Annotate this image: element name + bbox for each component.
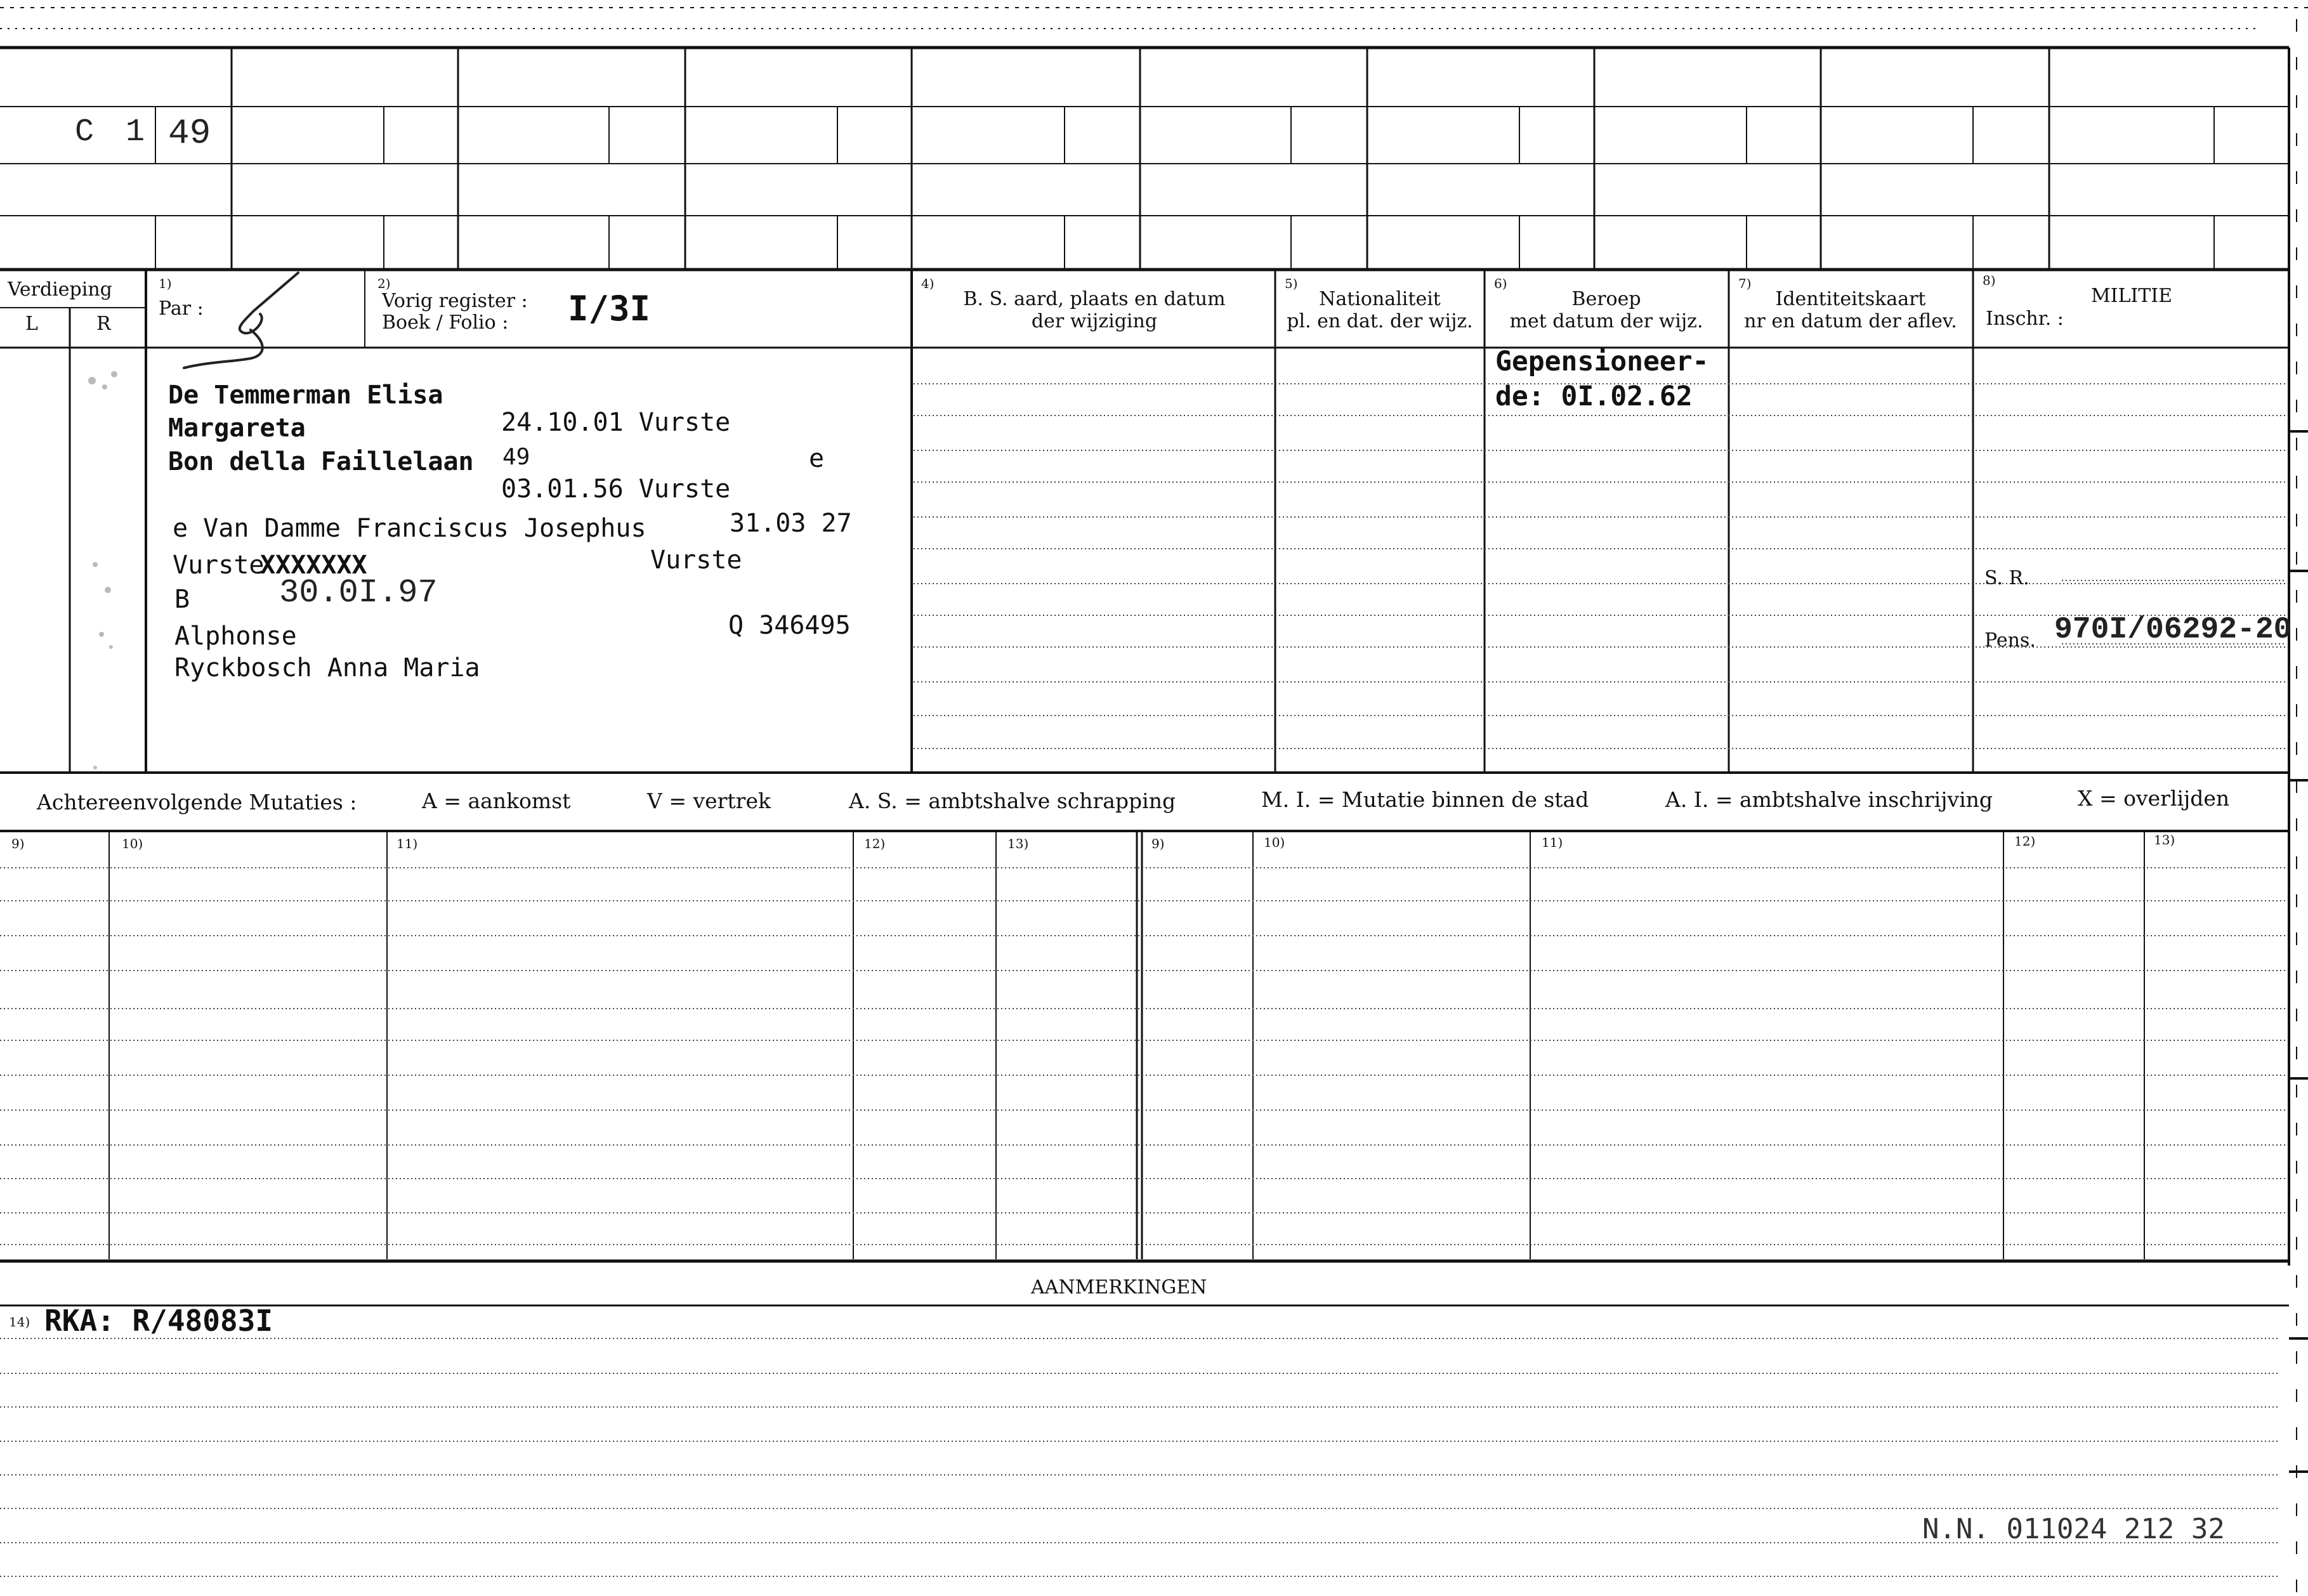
vorig-line1: Vorig register : (382, 290, 528, 312)
verdieping-r: R (96, 313, 111, 335)
vorig-value: I/3I (568, 289, 651, 329)
mut-col-12b: 12) (2014, 834, 2036, 849)
col8-line1: MILITIE (2090, 285, 2173, 307)
person-line4: 03.01.56 Vurste (501, 474, 731, 504)
person-line1: De Temmerman Elisa (168, 381, 443, 410)
nn-number: N.N. 011024 212 32 (1922, 1513, 2225, 1545)
col5-num: 5) (1285, 276, 1298, 291)
person-line5a: e Van Damme Franciscus Josephus (173, 514, 646, 543)
verdieping-label: Verdieping (8, 278, 112, 301)
person-line6c: Vurste (650, 546, 742, 575)
person-line8b: Q 346495 (728, 611, 851, 640)
top-number: 49 (168, 113, 211, 154)
col7-line1: Identiteitskaart (1775, 288, 1926, 310)
col8-num: 8) (1983, 273, 1996, 288)
mut-col-13b: 13) (2154, 832, 2175, 847)
person-line6a: Vurste (173, 551, 265, 580)
mut-col-9: 9) (11, 836, 25, 851)
beroep-line1: Gepensioneer- (1495, 346, 1709, 377)
par-signature (184, 273, 298, 368)
mut-col-13: 13) (1007, 836, 1029, 851)
mut-col-10: 10) (122, 836, 143, 851)
vorig-num: 2) (377, 276, 391, 291)
militie-pens-label: Pens. (1984, 629, 2036, 651)
col4-line2: der wijziging (1031, 310, 1158, 332)
vorig-line2: Boek / Folio : (382, 311, 509, 334)
mutaties-x: X = overlijden (2078, 786, 2230, 811)
mut-col-9b: 9) (1151, 836, 1165, 851)
mutaties-title: Achtereenvolgende Mutaties : (37, 790, 357, 814)
person-line3c: e (809, 444, 825, 473)
par-num: 1) (159, 276, 172, 291)
person-line2b: 24.10.01 Vurste (501, 408, 731, 437)
aanmerkingen-text: RKA: R/48083I (44, 1304, 273, 1338)
par-label: Par : (159, 298, 204, 320)
mutaties-v: V = vertrek (647, 788, 771, 813)
col7-num: 7) (1738, 276, 1752, 291)
col5-line1: Nationaliteit (1319, 288, 1441, 310)
aanmerkingen-num: 14) (9, 1314, 30, 1330)
aanmerkingen-title: AANMERKINGEN (1031, 1276, 1207, 1298)
militie-pens-value: 970I/06292-20 (2054, 613, 2292, 647)
person-line5b: 31.03 27 (730, 509, 852, 538)
mutaties-ai: A. I. = ambtshalve inschrijving (1665, 787, 1993, 812)
mut-col-10b: 10) (1264, 835, 1285, 850)
col4-num: 4) (921, 276, 934, 291)
militie-sr: S. R. (1984, 567, 2029, 589)
col6-line1: Beroep (1571, 288, 1641, 310)
col6-num: 6) (1494, 276, 1507, 291)
person-line7a: B (174, 585, 190, 614)
mut-col-11b: 11) (1542, 835, 1563, 850)
person-line9: Ryckbosch Anna Maria (174, 653, 480, 683)
person-line3a: Bon della Faillelaan (168, 447, 474, 476)
col6-line2: met datum der wijz. (1509, 310, 1703, 332)
person-line7b: 30.0I.97 (279, 574, 438, 612)
col4-line1: B. S. aard, plaats en datum (963, 288, 1226, 310)
person-line6b: XXXXXXX (260, 551, 367, 580)
col5-line2: pl. en dat. der wijz. (1287, 310, 1473, 332)
mut-col-11: 11) (397, 836, 418, 851)
col8-line2: Inschr. : (1986, 308, 2064, 330)
person-line8a: Alphonse (174, 622, 297, 651)
verdieping-l: L (25, 313, 38, 335)
mutaties-mi: M. I. = Mutatie binnen de stad (1261, 787, 1589, 812)
person-line2a: Margareta (168, 414, 306, 443)
col7-line2: nr en datum der aflev. (1744, 310, 1957, 332)
mutaties-as: A. S. = ambtshalve schrapping (849, 788, 1176, 813)
mutaties-a: A = aankomst (422, 788, 571, 813)
person-line3b: 49 (502, 444, 530, 470)
beroep-line2: de: 0I.02.62 (1495, 381, 1693, 412)
top-code: C 1 (75, 114, 152, 150)
mut-col-12: 12) (864, 836, 886, 851)
